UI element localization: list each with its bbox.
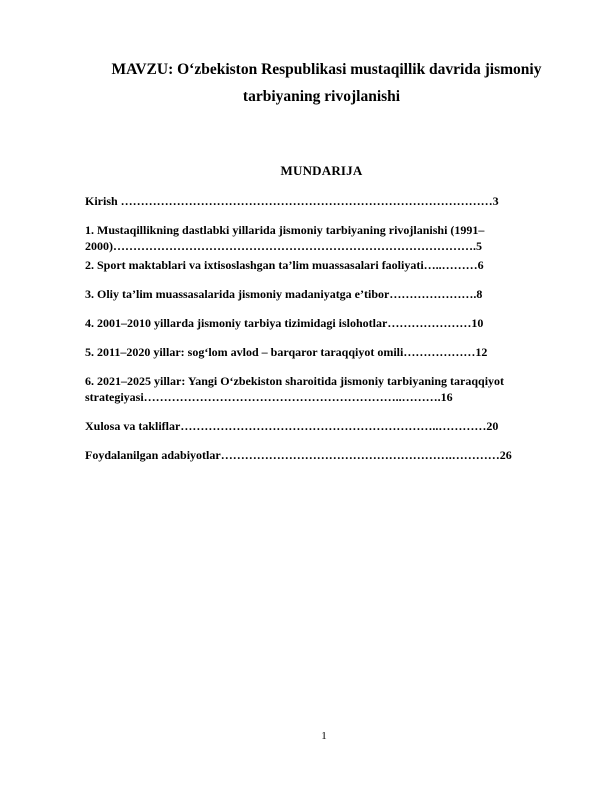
toc-entry-section-4: 4. 2001–2010 yillarda jismoniy tarbiya tizimidagi islohotlar…………………10 xyxy=(85,316,484,330)
toc-entry-section-6: 6. 2021–2025 yillar: Yangi O‘zbekiston sharoitida jismoniy tarbiyaning taraqqiyot strategiyasi………………………………………………………..……….16 xyxy=(85,374,505,404)
document-title-line-1: MAVZU: O‘zbekiston Respublikasi mustaqillik davrida jismoniy xyxy=(111,61,542,78)
page-number: 1 xyxy=(321,730,327,742)
toc-entry-section-2: 2. Sport maktablari va ixtisoslashgan ta’lim muassasalari faoliyati…..………6 xyxy=(85,258,484,272)
toc-entry-introduction: Kirish …………………………………………………………………………………3 xyxy=(85,194,499,208)
table-of-contents xyxy=(85,193,560,463)
document-title xyxy=(84,56,559,110)
toc-entry-conclusion: Xulosa va takliflar………………………………………………………..…………20 xyxy=(85,419,499,433)
toc-entry-section-1: 1. Mustaqillikning dastlabki yillarida jismoniy tarbiyaning rivojlanishi (1991–2000)……………………………………………………………………………….5 xyxy=(85,223,485,253)
toc-entry-section-5: 5. 2011–2020 yillar: sog‘lom avlod – barqaror taraqqiyot omili………………12 xyxy=(85,345,488,359)
toc-entry-section-3: 3. Oliy ta’lim muassasalarida jismoniy madaniyatga e’tibor………………….8 xyxy=(85,287,483,301)
toc-heading: MUNDARIJA xyxy=(280,163,363,178)
toc-entry-references: Foydalanilgan adabiyotlar………………………………………………….…………26 xyxy=(85,448,512,462)
document-title-line-2: tarbiyaning rivojlanishi xyxy=(242,88,401,105)
